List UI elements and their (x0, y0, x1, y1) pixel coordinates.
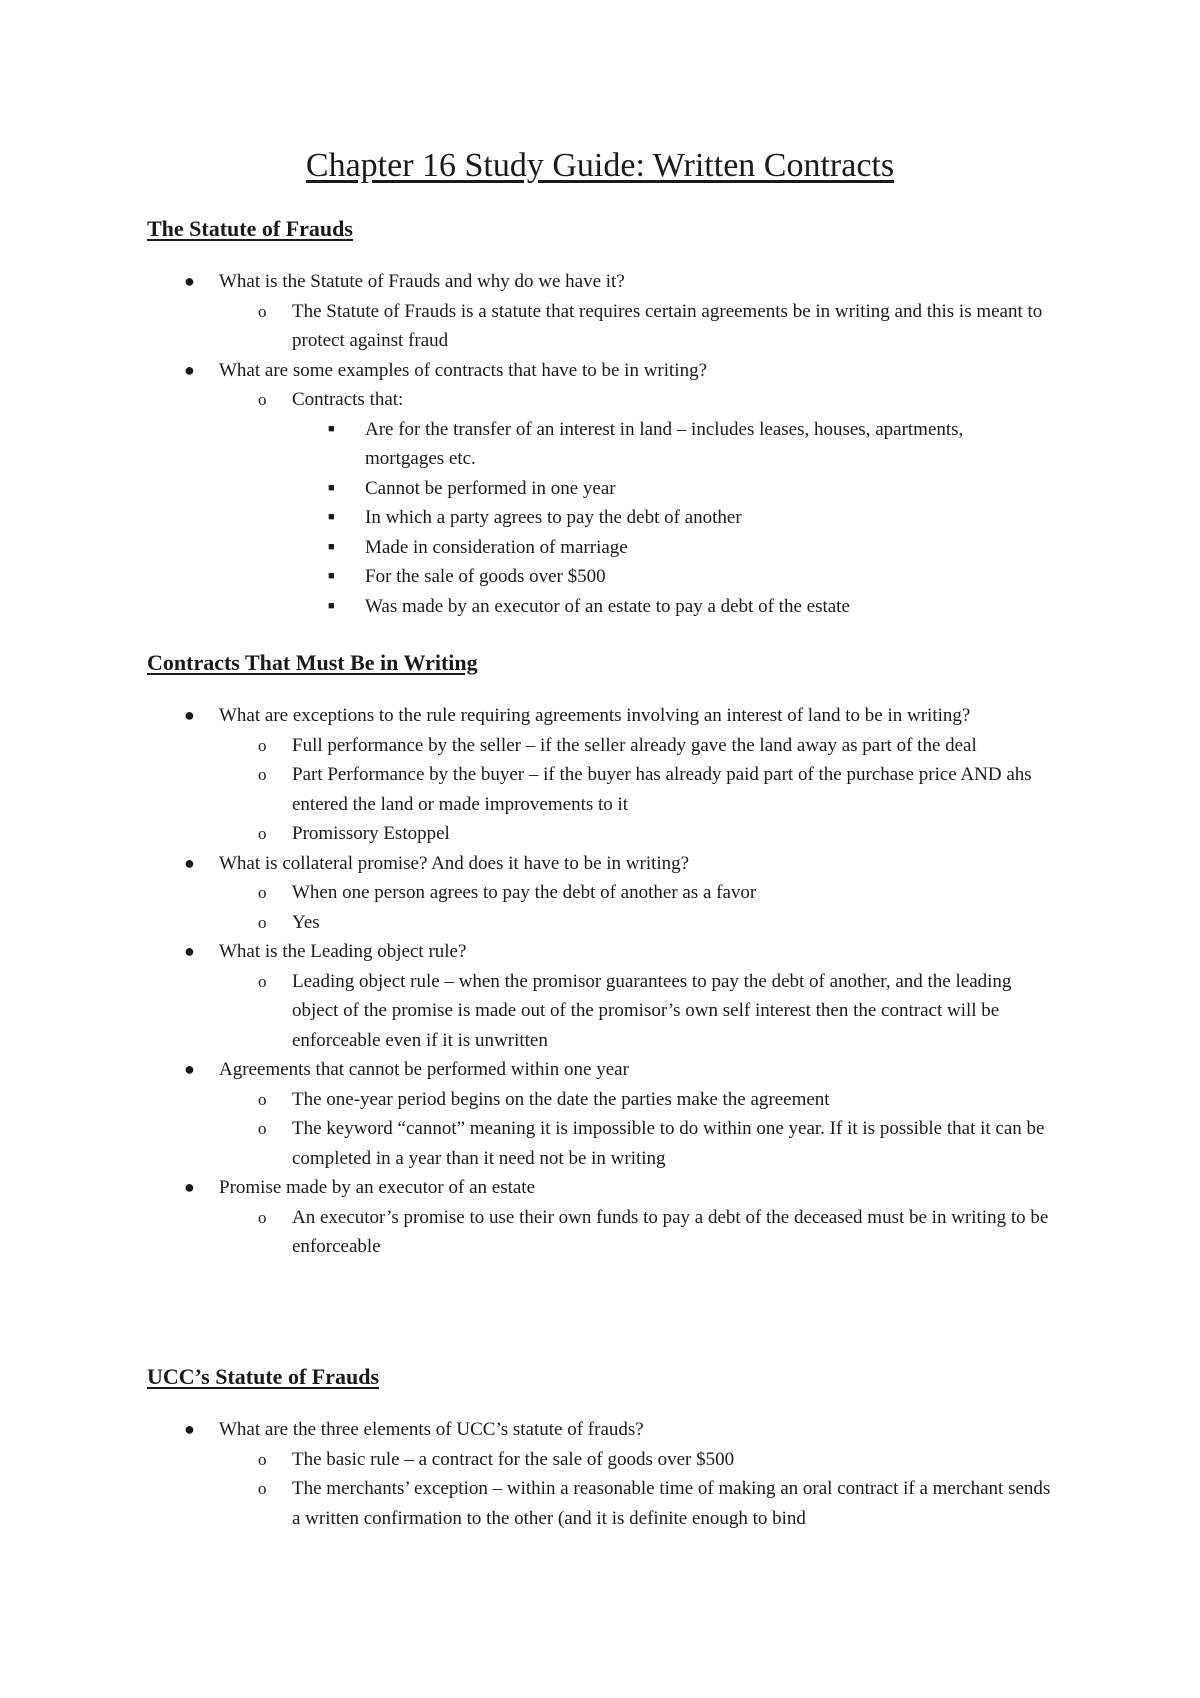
list-item (0, 967, 1062, 1056)
list-item-text: What is the Statute of Frauds and why do we have it? (219, 271, 625, 292)
square-marker-icon: ■ (328, 599, 335, 612)
list-item (0, 1055, 1079, 1085)
list-item (0, 503, 985, 533)
list-item (0, 297, 1062, 356)
list-item-text: What are some examples of contracts that have to be in writing? (219, 359, 708, 381)
list-item (0, 1173, 1079, 1203)
list-item (0, 562, 985, 592)
bullet-marker-icon: ● (184, 1419, 195, 1439)
list-item (0, 1085, 1062, 1115)
list-item-text: Leading object rule – when the promisor guarantees to pay the debt of another, and the leading object of the promise is made out of the promisor’s own self interest then the contract will be enforceable even if it is unwritten (292, 970, 1012, 1051)
list-item (0, 731, 1062, 761)
list-item-text: The keyword “cannot” meaning it is impossible to do within one year. If it is possible that it can be completed in a year than it need not be in writing (292, 1118, 1045, 1169)
list-item (0, 592, 985, 622)
bullet-marker-icon: ● (184, 852, 195, 873)
list-item (0, 908, 1062, 938)
heading-statute-of-frauds: The Statute of Frauds (147, 216, 353, 241)
list-contracts-in-writing (0, 701, 1200, 1262)
list-item (0, 385, 1062, 415)
bullet-marker-icon: ● (184, 705, 195, 725)
list-item-text: What are exceptions to the rule requiring agreements involving an interest of land to be in writing? (219, 705, 971, 726)
square-marker-icon: ■ (328, 481, 335, 494)
list-item (0, 701, 1079, 731)
list-item-text: Contracts that: (292, 389, 404, 410)
bullet-marker-icon: ● (184, 359, 195, 380)
list-ucc-statute-of-frauds (0, 1415, 1200, 1533)
bullet-marker-icon: ● (184, 1059, 195, 1079)
square-marker-icon: ■ (328, 511, 335, 523)
circle-marker-icon: o (258, 1479, 267, 1498)
list-item-text: When one person agrees to pay the debt of another as a favor (292, 882, 757, 903)
list-item-text: What is the Leading object rule? (219, 941, 467, 962)
circle-marker-icon: o (258, 971, 267, 991)
list-item (0, 1445, 1062, 1475)
list-item-text: Full performance by the seller – if the seller already gave the land away as part of the deal (292, 734, 977, 756)
list-statute-of-frauds (0, 267, 1200, 621)
heading-ucc-statute-of-frauds: UCC’s Statute of Frauds (147, 1364, 380, 1389)
list-item (0, 819, 1062, 849)
list-item-text: Cannot be performed in one year (365, 477, 616, 499)
list-item-text: The Statute of Frauds is a statute that requires certain agreements be in writing and this is meant to protect against fraud (292, 300, 1043, 351)
list-item-text: An executor’s promise to use their own funds to pay a debt of the deceased must be in writing to be enforceable (292, 1206, 1049, 1257)
list-item-text: The basic rule – a contract for the sale of goods over $500 (292, 1448, 735, 1470)
list-item (0, 267, 1079, 297)
list-item-text: The merchants’ exception – within a reasonable time of making an oral contract if a merchant sends a written confirmation to the other (and it is definite enough to bind (292, 1478, 1051, 1529)
list-item (0, 1203, 1062, 1262)
list-item-text: Part Performance by the buyer – if the buyer has already paid part of the purchase price AND ahs entered the land or made improvements to it (292, 764, 1032, 815)
square-marker-icon: ■ (328, 422, 335, 435)
list-item (0, 1474, 1062, 1533)
list-item-text: Yes (292, 911, 320, 933)
circle-marker-icon: o (258, 390, 267, 409)
circle-marker-icon: o (258, 1089, 267, 1109)
circle-marker-icon: o (258, 1449, 267, 1469)
circle-marker-icon: o (258, 765, 267, 784)
list-item (0, 415, 985, 474)
circle-marker-icon: o (258, 301, 267, 321)
circle-marker-icon: o (258, 1119, 267, 1138)
list-item-text: What are the three elements of UCC’s statute of frauds? (219, 1419, 644, 1440)
list-item-text: Promissory Estoppel (292, 823, 450, 844)
circle-marker-icon: o (258, 824, 267, 843)
list-item-text: The one-year period begins on the date the parties make the agreement (292, 1088, 830, 1110)
list-item-text: Are for the transfer of an interest in land – includes leases, houses, apartments, mortgages etc. (365, 418, 964, 469)
bullet-marker-icon: ● (184, 1177, 195, 1197)
heading-contracts-in-writing: Contracts That Must Be in Writing (147, 650, 478, 675)
list-item (0, 474, 985, 504)
list-item-text: For the sale of goods over $500 (365, 566, 606, 587)
list-item (0, 356, 1079, 386)
list-item-text: Made in consideration of marriage (365, 536, 628, 558)
list-item-text: Promise made by an executor of an estate (219, 1177, 536, 1198)
circle-marker-icon: o (258, 912, 267, 932)
list-item (0, 937, 1079, 967)
circle-marker-icon: o (258, 883, 267, 902)
circle-marker-icon: o (258, 1207, 267, 1227)
list-item (0, 760, 1062, 819)
list-item (0, 1114, 1062, 1173)
circle-marker-icon: o (258, 735, 267, 755)
square-marker-icon: ■ (328, 540, 335, 553)
list-item (0, 1415, 1079, 1445)
list-item-text: In which a party agrees to pay the debt of another (365, 507, 742, 528)
list-item (0, 849, 1079, 879)
list-item (0, 533, 985, 563)
square-marker-icon: ■ (328, 570, 335, 582)
list-item (0, 878, 1062, 908)
bullet-marker-icon: ● (184, 941, 195, 961)
list-item-text: Agreements that cannot be performed within one year (219, 1059, 629, 1080)
list-item-text: Was made by an executor of an estate to pay a debt of the estate (365, 595, 850, 617)
bullet-marker-icon: ● (184, 271, 195, 291)
list-item-text: What is collateral promise? And does it have to be in writing? (219, 852, 690, 874)
page-title: Chapter 16 Study Guide: Written Contracts (305, 147, 895, 184)
